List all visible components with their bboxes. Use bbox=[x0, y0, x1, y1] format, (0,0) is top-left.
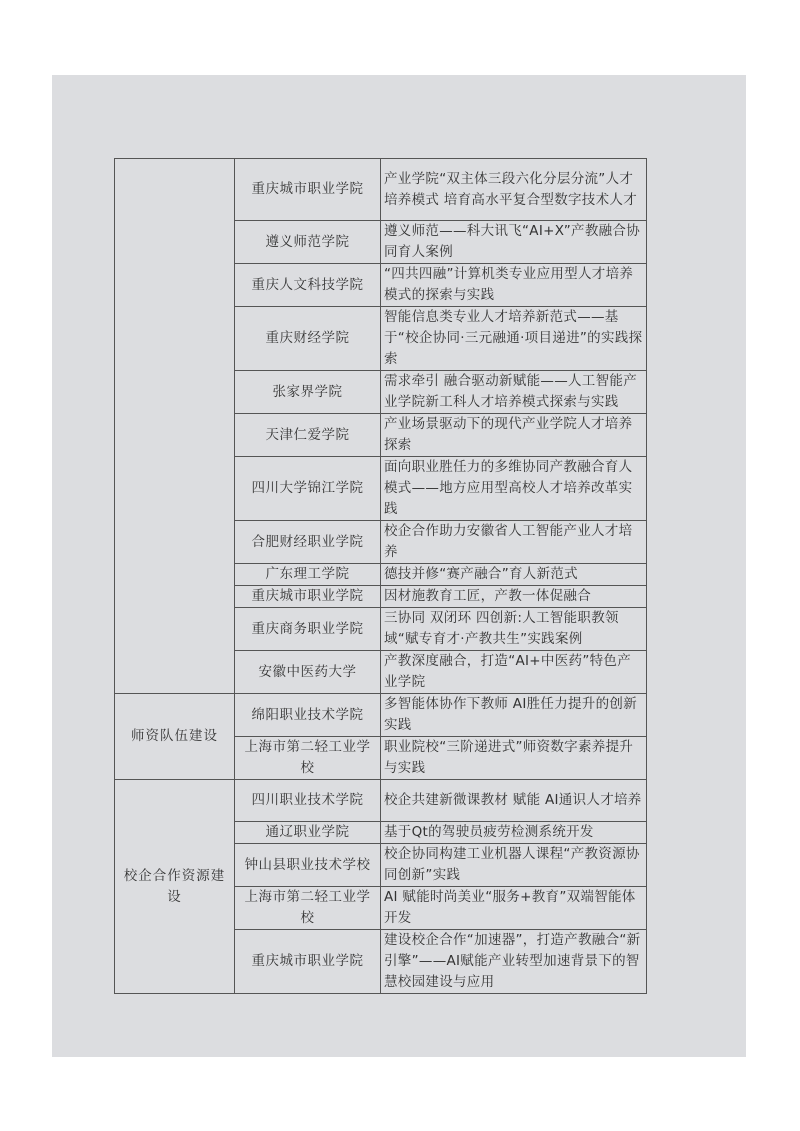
school-cell: 绵阳职业技术学院 bbox=[235, 694, 381, 737]
category-cell bbox=[115, 159, 235, 694]
school-cell: 重庆城市职业学院 bbox=[235, 930, 381, 994]
school-cell: 重庆商务职业学院 bbox=[235, 608, 381, 651]
category-cell: 师资队伍建设 bbox=[115, 694, 235, 780]
project-cell: “四共四融”计算机类专业应用型人才培养模式的探索与实践 bbox=[381, 264, 647, 307]
school-cell: 通辽职业学院 bbox=[235, 822, 381, 844]
table-row bbox=[115, 159, 647, 221]
project-cell: 遵义师范——科大讯飞“AI+X”产教融合协同育人案例 bbox=[381, 221, 647, 264]
project-cell: 三协同 双闭环 四创新:人工智能职教领域“赋专育才·产教共生”实践案例 bbox=[381, 608, 647, 651]
project-cell: 面向职业胜任力的多维协同产教融合育人模式——地方应用型高校人才培养改革实践 bbox=[381, 457, 647, 521]
project-cell: 建设校企合作“加速器”，打造产教融合“新引擎”——AI赋能产业转型加速背景下的智慧校园建设与应用 bbox=[381, 930, 647, 994]
project-cell: AI 赋能时尚美业“服务+教育”双端智能体开发 bbox=[381, 887, 647, 930]
project-cell: 产教深度融合，打造“AI+中医药”特色产业学院 bbox=[381, 651, 647, 694]
school-cell: 上海市第二轻工业学校 bbox=[235, 887, 381, 930]
project-cell: 因材施教育工匠，产教一体促融合 bbox=[381, 586, 647, 608]
school-cell: 广东理工学院 bbox=[235, 564, 381, 586]
school-cell: 张家界学院 bbox=[235, 371, 381, 414]
school-cell: 重庆财经学院 bbox=[235, 307, 381, 371]
school-cell: 天津仁爱学院 bbox=[235, 414, 381, 457]
project-cell: 德技并修“赛产融合”育人新范式 bbox=[381, 564, 647, 586]
school-cell: 四川大学锦江学院 bbox=[235, 457, 381, 521]
table-row bbox=[115, 694, 647, 737]
table-row bbox=[115, 780, 647, 822]
project-cell: 校企合作助力安徽省人工智能产业人才培养 bbox=[381, 521, 647, 564]
school-cell: 安徽中医药大学 bbox=[235, 651, 381, 694]
school-cell: 遵义师范学院 bbox=[235, 221, 381, 264]
project-cell: 校企共建新微课教材 赋能 AI通识人才培养 bbox=[381, 780, 647, 822]
school-cell: 重庆城市职业学院 bbox=[235, 586, 381, 608]
school-cell: 重庆人文科技学院 bbox=[235, 264, 381, 307]
project-cell: 智能信息类专业人才培养新范式——基于“校企协同·三元融通·项目递进”的实践探索 bbox=[381, 307, 647, 371]
school-cell: 四川职业技术学院 bbox=[235, 780, 381, 822]
project-cell: 基于Qt的驾驶员疲劳检测系统开发 bbox=[381, 822, 647, 844]
project-cell: 职业院校“三阶递进式”师资数字素养提升与实践 bbox=[381, 737, 647, 780]
project-cell: 校企协同构建工业机器人课程“产教资源协同创新”实践 bbox=[381, 844, 647, 887]
category-cell: 校企合作资源建设 bbox=[115, 780, 235, 994]
school-cell: 合肥财经职业学院 bbox=[235, 521, 381, 564]
school-cell: 上海市第二轻工业学校 bbox=[235, 737, 381, 780]
project-cell: 需求牵引 融合驱动新赋能——人工智能产业学院新工科人才培养模式探索与实践 bbox=[381, 371, 647, 414]
school-cell: 重庆城市职业学院 bbox=[235, 159, 381, 221]
project-cell: 产业场景驱动下的现代产业学院人才培养探索 bbox=[381, 414, 647, 457]
project-cell: 产业学院“双主体三段六化分层分流”人才培养模式 培育高水平复合型数字技术人才 bbox=[381, 159, 647, 221]
cases-table bbox=[114, 158, 647, 994]
project-cell: 多智能体协作下教师 AI胜任力提升的创新实践 bbox=[381, 694, 647, 737]
school-cell: 钟山县职业技术学校 bbox=[235, 844, 381, 887]
